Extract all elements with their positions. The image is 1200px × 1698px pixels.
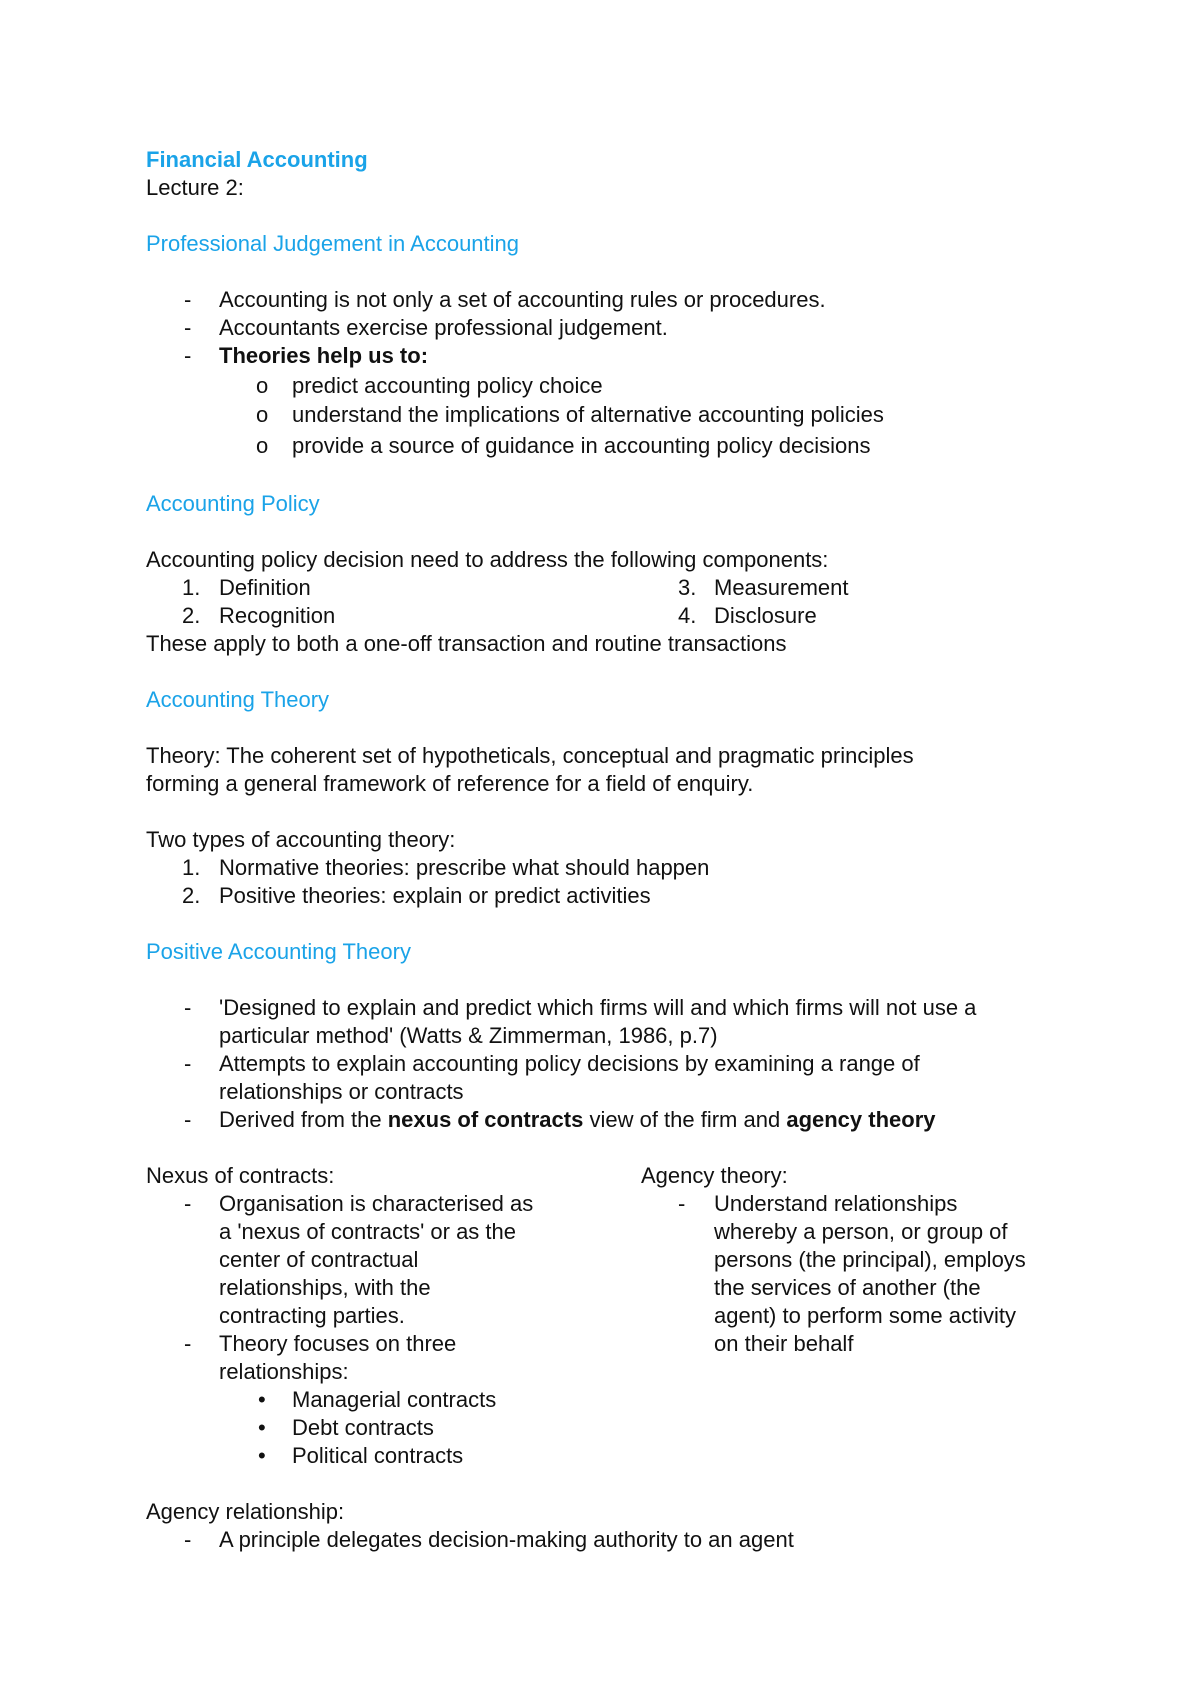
bold-term: agency theory <box>786 1107 936 1132</box>
list-item: Accountants exercise professional judgement. <box>219 315 668 340</box>
list-number: 2. <box>182 603 201 628</box>
circle-marker: o <box>256 433 269 458</box>
list-item-continued: on their behalf <box>714 1331 854 1356</box>
list-item: Definition <box>219 575 311 600</box>
section-heading-positive-accounting-theory: Positive Accounting Theory <box>146 939 411 964</box>
list-item-continued: persons (the principal), employs <box>714 1247 1026 1272</box>
sub-list-item: predict accounting policy choice <box>292 373 603 398</box>
list-item: Recognition <box>219 603 336 628</box>
list-item: Normative theories: prescribe what should happen <box>219 855 710 880</box>
circle-marker: o <box>256 373 269 398</box>
bullet-dot: • <box>258 1387 266 1412</box>
bullet-dot: • <box>258 1415 266 1440</box>
theory-definition: Theory: The coherent set of hypotheticals, conceptual and pragmatic principles <box>146 743 914 768</box>
list-item <box>219 1106 936 1134</box>
section-heading-accounting-policy: Accounting Policy <box>146 491 320 516</box>
theory-types-intro: Two types of accounting theory: <box>146 827 456 852</box>
dash-marker: - <box>184 1527 192 1552</box>
text-run: Derived from the <box>219 1107 388 1132</box>
list-item-continued: center of contractual <box>219 1247 419 1272</box>
list-item-continued: particular method' (Watts & Zimmerman, 1986, p.7) <box>219 1023 718 1048</box>
list-item: Positive theories: explain or predict activities <box>219 883 651 908</box>
policy-intro: Accounting policy decision need to address the following components: <box>146 547 829 572</box>
circle-marker: o <box>256 402 269 427</box>
agency-heading: Agency theory: <box>641 1163 788 1188</box>
sub-list-item: Managerial contracts <box>292 1387 497 1412</box>
document-title: Financial Accounting <box>146 147 368 172</box>
lecture-label: Lecture 2: <box>146 175 244 200</box>
bullet-dot: • <box>258 1443 266 1468</box>
list-item: 'Designed to explain and predict which firms will and which firms will not use a <box>219 995 977 1020</box>
dash-marker: - <box>678 1191 686 1216</box>
list-item-continued: the services of another (the <box>714 1275 981 1300</box>
sub-list-item: understand the implications of alternative accounting policies <box>292 402 884 427</box>
list-number: 2. <box>182 883 201 908</box>
agency-relationship-heading: Agency relationship: <box>146 1499 345 1524</box>
list-item-continued: agent) to perform some activity <box>714 1303 1017 1328</box>
text-run: view of the firm and <box>583 1107 787 1132</box>
list-number: 4. <box>678 603 697 628</box>
list-item: Theories help us to: <box>219 343 429 368</box>
list-item: A principle delegates decision-making authority to an agent <box>219 1527 794 1552</box>
sub-list-item: Political contracts <box>292 1443 464 1468</box>
list-number: 1. <box>182 575 201 600</box>
list-item: Disclosure <box>714 603 817 628</box>
list-item: Theory focuses on three <box>219 1331 457 1356</box>
dash-marker: - <box>184 287 192 312</box>
list-number: 1. <box>182 855 201 880</box>
list-item: Accounting is not only a set of accounting rules or procedures. <box>219 287 826 312</box>
list-item-continued: relationships: <box>219 1359 349 1384</box>
list-item-continued: relationships or contracts <box>219 1079 464 1104</box>
dash-marker: - <box>184 1107 192 1132</box>
sub-list-item: provide a source of guidance in accounting policy decisions <box>292 433 871 458</box>
policy-note: These apply to both a one-off transaction and routine transactions <box>146 631 787 656</box>
nexus-heading: Nexus of contracts: <box>146 1163 335 1188</box>
section-heading-professional-judgement: Professional Judgement in Accounting <box>146 231 520 256</box>
bold-term: nexus of contracts <box>387 1107 584 1132</box>
dash-marker: - <box>184 1051 192 1076</box>
list-item-continued: relationships, with the <box>219 1275 431 1300</box>
list-item: Measurement <box>714 575 849 600</box>
dash-marker: - <box>184 315 192 340</box>
section-heading-accounting-theory: Accounting Theory <box>146 687 330 712</box>
list-item-continued: whereby a person, or group of <box>714 1219 1008 1244</box>
list-item-continued: contracting parties. <box>219 1303 405 1328</box>
list-item: Attempts to explain accounting policy decisions by examining a range of <box>219 1051 920 1076</box>
list-item: Understand relationships <box>714 1191 958 1216</box>
sub-list-item: Debt contracts <box>292 1415 434 1440</box>
list-item: Organisation is characterised as <box>219 1191 534 1216</box>
dash-marker: - <box>184 995 192 1020</box>
dash-marker: - <box>184 343 192 368</box>
list-number: 3. <box>678 575 697 600</box>
dash-marker: - <box>184 1191 192 1216</box>
theory-definition: forming a general framework of reference for a field of enquiry. <box>146 771 754 796</box>
dash-marker: - <box>184 1331 192 1356</box>
list-item-continued: a 'nexus of contracts' or as the <box>219 1219 516 1244</box>
